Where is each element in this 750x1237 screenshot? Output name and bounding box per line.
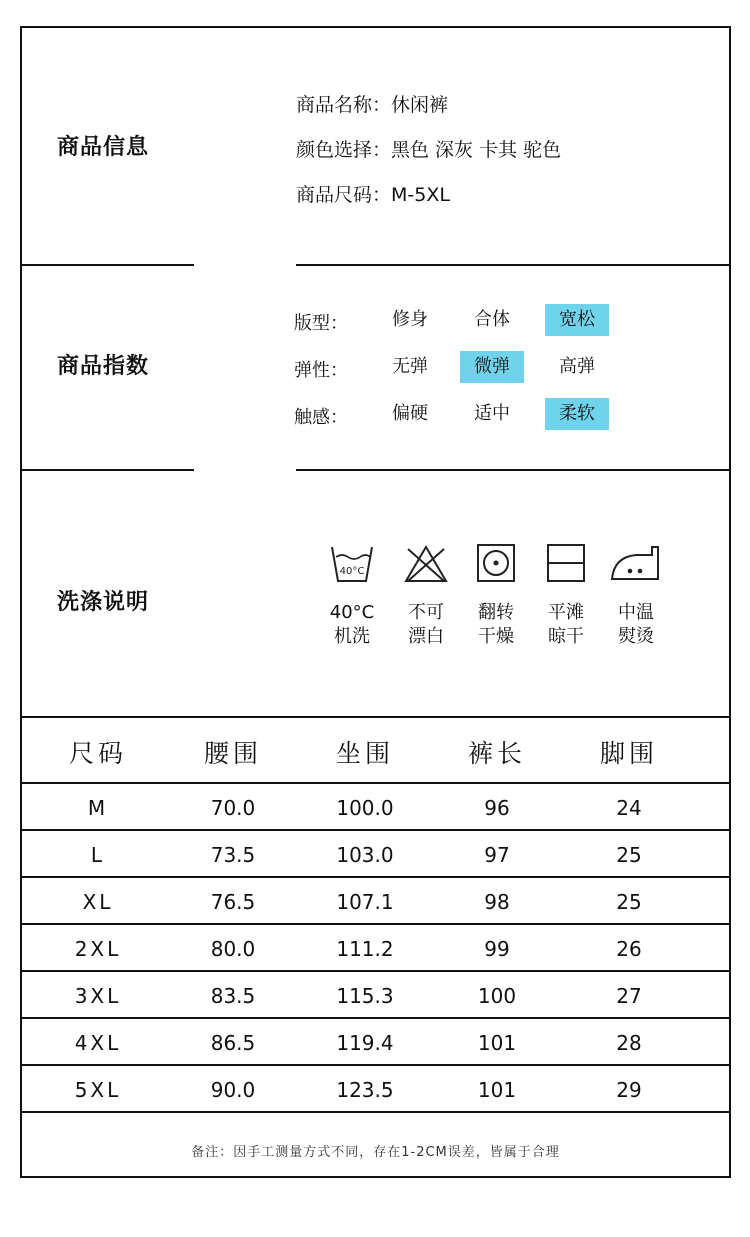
table-header-length: 裤长 — [467, 739, 526, 768]
wash-40c-icon — [328, 543, 376, 585]
index-row-label: 弹性： — [294, 360, 348, 381]
wash-title: 洗涤说明 — [57, 590, 150, 615]
index-option: 无弹 — [392, 356, 428, 377]
index-option: 偏硬 — [392, 403, 428, 424]
care-label: 干燥 — [478, 626, 514, 647]
care-label: 不可 — [408, 602, 444, 623]
table-header-hem: 脚围 — [599, 739, 658, 768]
table-row — [22, 925, 729, 972]
product-info-title: 商品信息 — [57, 135, 150, 160]
care-label: 40°C — [329, 602, 375, 623]
cell-hip: 107.1 — [336, 890, 394, 914]
tumble-dry-icon — [472, 543, 520, 585]
table-header-size: 尺码 — [68, 739, 127, 768]
product-name-line: 商品名称：休闲裤 — [296, 94, 449, 116]
table-header-hip: 坐围 — [335, 739, 394, 768]
index-option: 合体 — [474, 309, 510, 330]
care-label: 漂白 — [408, 626, 444, 647]
divider — [296, 469, 729, 471]
no-bleach-icon — [402, 543, 450, 585]
cell-waist: 83.5 — [210, 984, 256, 1008]
cell-size: 5XL — [74, 1078, 122, 1102]
dry-flat-icon — [542, 543, 590, 585]
care-label: 中温 — [618, 602, 654, 623]
care-item-no-bleach — [394, 543, 458, 649]
cell-waist: 70.0 — [210, 796, 256, 820]
measurement-note: 备注：因手工测量方式不同，存在1-2CM误差，皆属于合理 — [191, 1145, 560, 1160]
cell-size: 3XL — [74, 984, 122, 1008]
table-row — [22, 784, 729, 831]
cell-length: 96 — [484, 796, 510, 820]
product-index-title: 商品指数 — [57, 354, 150, 379]
index-option-selected: 宽松 — [545, 304, 609, 336]
cell-size: 4XL — [74, 1031, 122, 1055]
cell-hip: 100.0 — [336, 796, 394, 820]
cell-hem: 24 — [616, 796, 642, 820]
cell-length: 98 — [484, 890, 510, 914]
care-item-wash — [320, 543, 384, 649]
table-row — [22, 972, 729, 1019]
cell-hip: 115.3 — [336, 984, 394, 1008]
index-option: 高弹 — [559, 356, 595, 377]
divider — [22, 264, 194, 266]
care-label: 翻转 — [478, 602, 514, 623]
cell-hem: 26 — [616, 937, 642, 961]
care-item-iron — [604, 543, 668, 649]
cell-hem: 27 — [616, 984, 642, 1008]
index-option: 修身 — [392, 309, 428, 330]
cell-hip: 103.0 — [336, 843, 394, 867]
index-option: 适中 — [474, 403, 510, 424]
cell-hip: 123.5 — [336, 1078, 394, 1102]
cell-hem: 25 — [616, 843, 642, 867]
cell-waist: 73.5 — [210, 843, 256, 867]
cell-hip: 119.4 — [336, 1031, 394, 1055]
cell-hip: 111.2 — [336, 937, 394, 961]
cell-length: 101 — [477, 1078, 517, 1102]
cell-size: M — [87, 796, 109, 820]
table-row — [22, 1019, 729, 1066]
index-option-selected: 柔软 — [545, 398, 609, 430]
table-divider — [22, 1111, 729, 1113]
care-item-dry-flat — [534, 543, 598, 649]
iron-medium-icon — [608, 543, 664, 585]
care-label: 机洗 — [334, 626, 370, 647]
cell-size: 2XL — [74, 937, 122, 961]
cell-size: XL — [82, 890, 114, 914]
cell-length: 99 — [484, 937, 510, 961]
divider — [22, 716, 729, 718]
cell-size: L — [90, 843, 106, 867]
cell-hem: 25 — [616, 890, 642, 914]
care-label: 晾干 — [548, 626, 584, 647]
table-row — [22, 831, 729, 878]
cell-waist: 80.0 — [210, 937, 256, 961]
cell-length: 97 — [484, 843, 510, 867]
tub-temp-label: 40°C — [339, 566, 365, 577]
size-range-line: 商品尺码：M-5XL — [296, 184, 450, 206]
index-option-selected: 微弹 — [460, 351, 524, 383]
color-options-line: 颜色选择：黑色 深灰 卡其 驼色 — [296, 139, 562, 161]
index-row-label: 触感： — [294, 407, 348, 428]
size-chart-frame — [20, 26, 731, 1178]
divider — [296, 264, 729, 266]
table-row — [22, 878, 729, 925]
divider — [22, 469, 194, 471]
cell-waist: 90.0 — [210, 1078, 256, 1102]
table-row — [22, 1066, 729, 1113]
cell-waist: 76.5 — [210, 890, 256, 914]
index-row-label: 版型： — [294, 313, 348, 334]
cell-hem: 29 — [616, 1078, 642, 1102]
cell-length: 100 — [477, 984, 517, 1008]
cell-hem: 28 — [616, 1031, 642, 1055]
table-header-waist: 腰围 — [203, 739, 262, 768]
cell-waist: 86.5 — [210, 1031, 256, 1055]
care-label: 平滩 — [548, 602, 584, 623]
care-item-tumble-dry — [464, 543, 528, 649]
cell-length: 101 — [477, 1031, 517, 1055]
care-label: 熨烫 — [618, 626, 654, 647]
